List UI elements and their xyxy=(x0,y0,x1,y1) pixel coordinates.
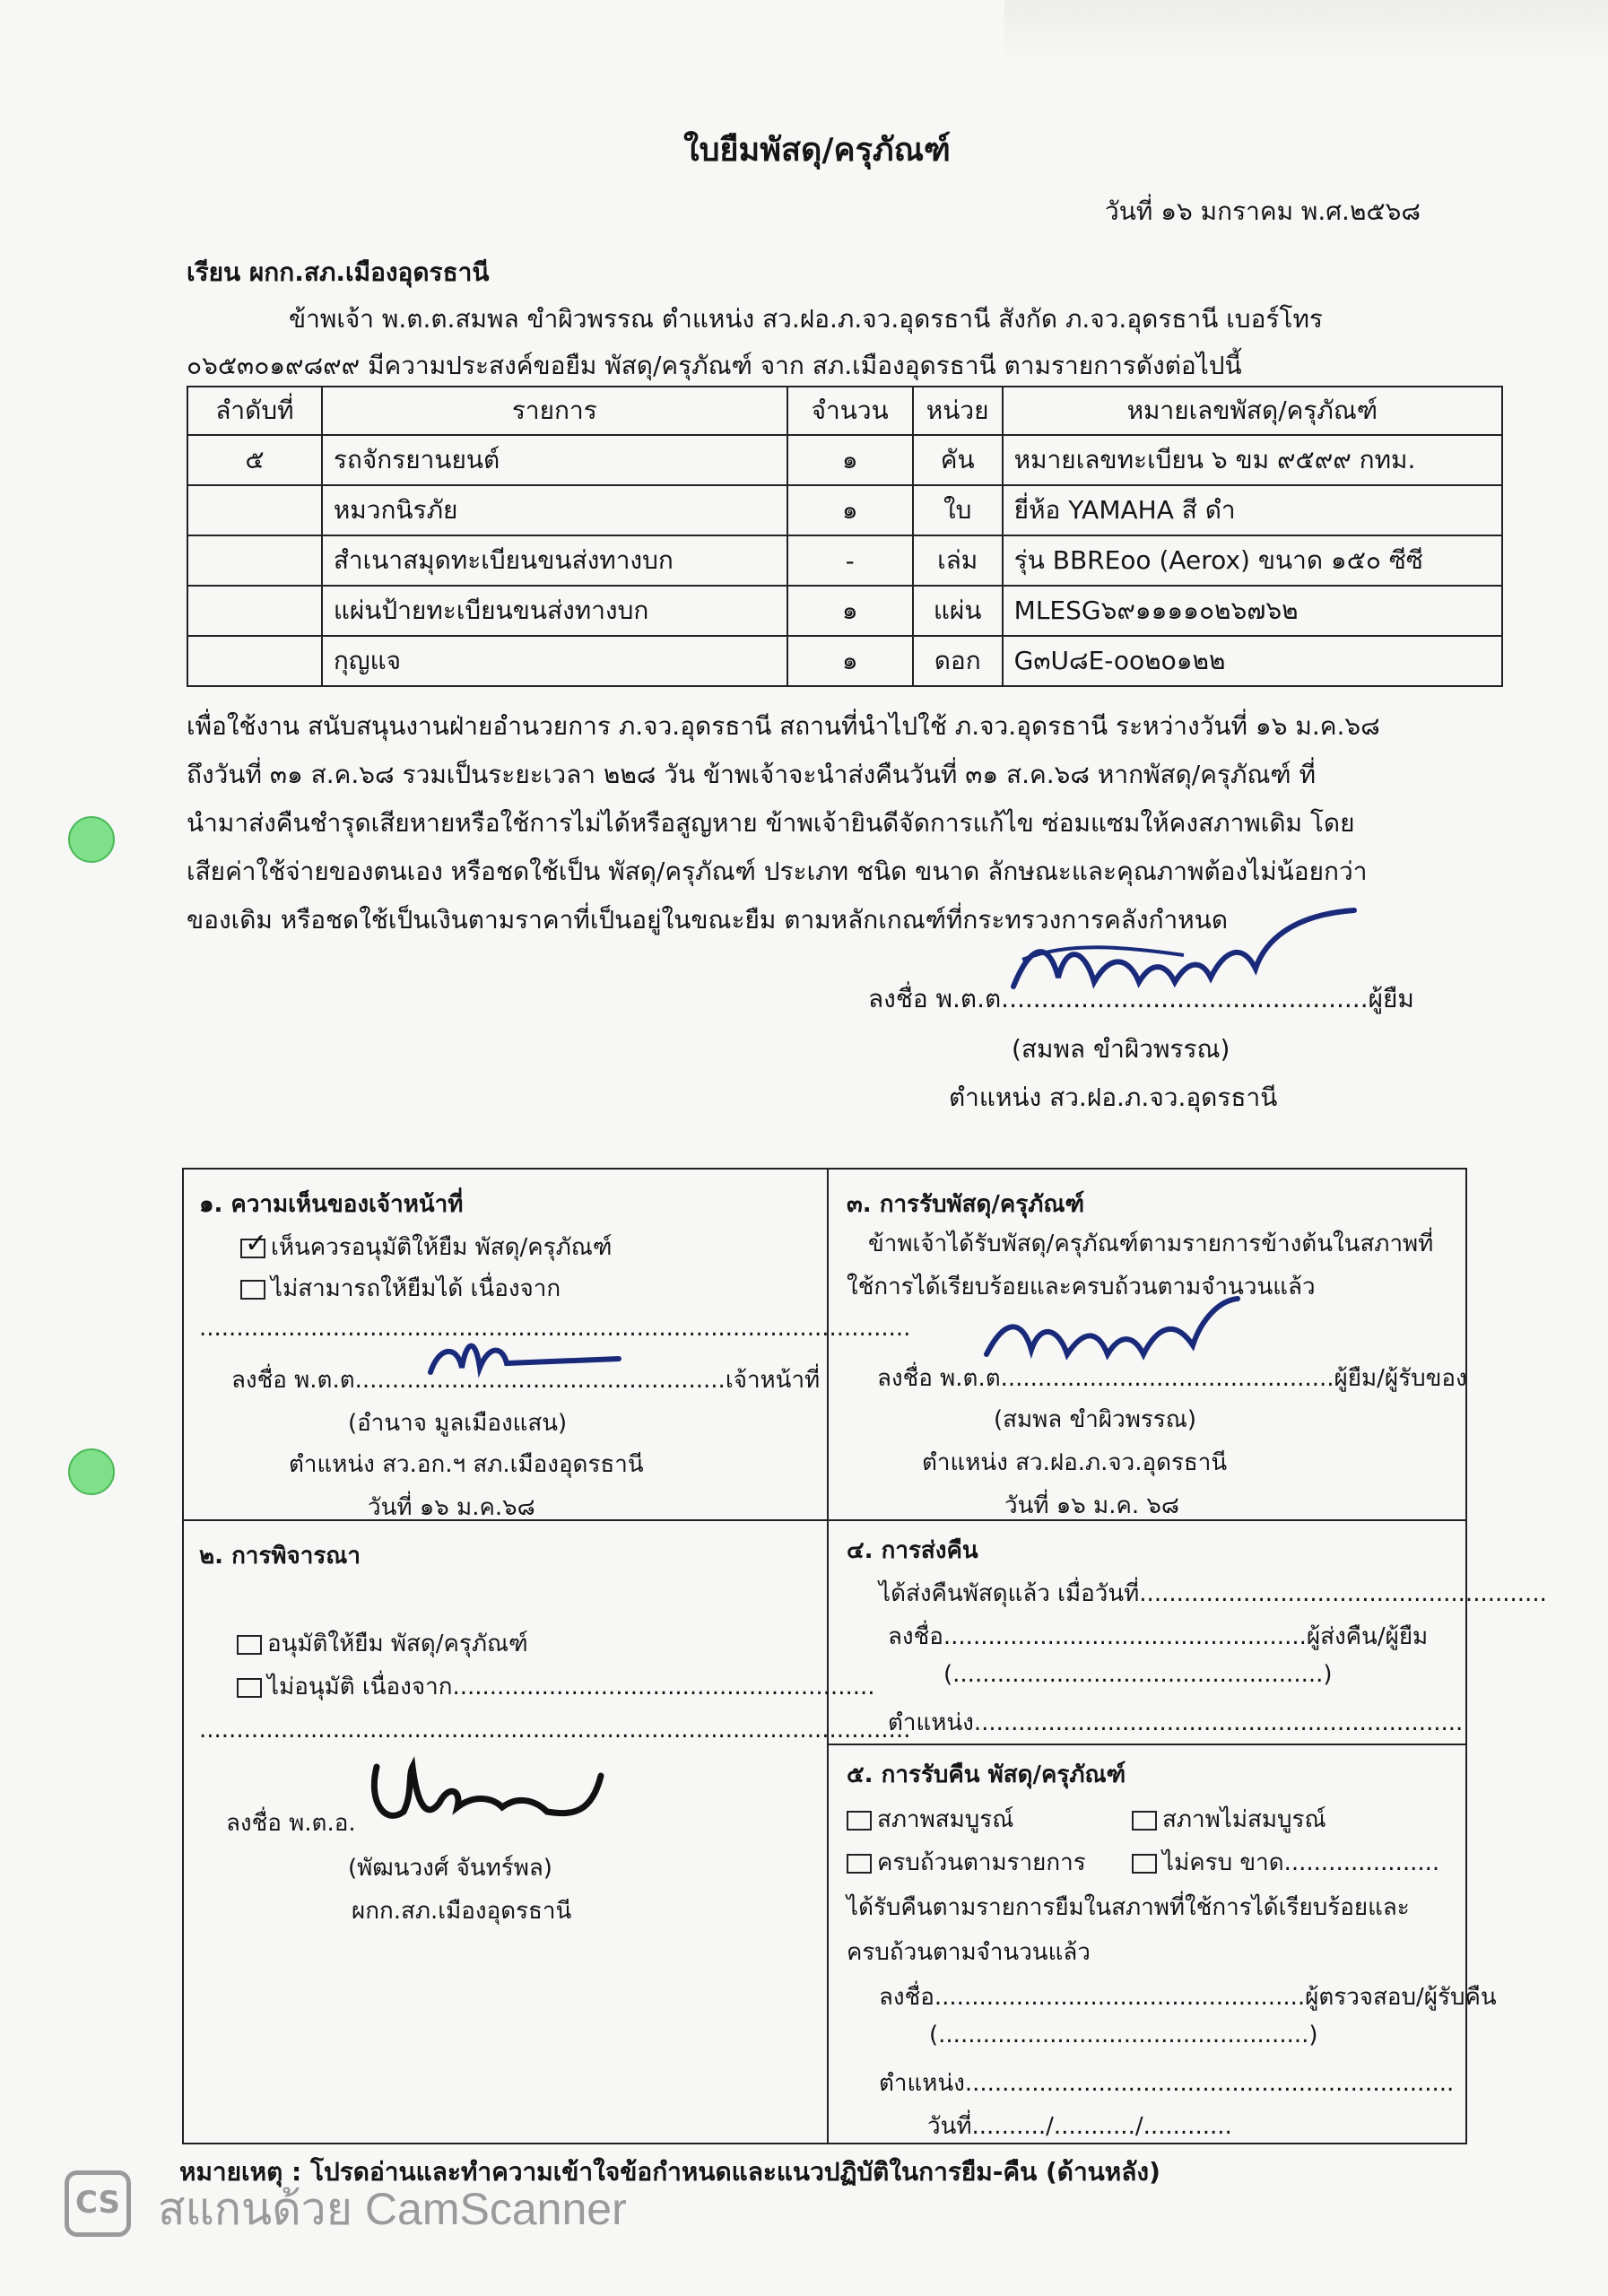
cell-serial: ยี่ห้อ YAMAHA สี ดำ xyxy=(1003,485,1502,535)
s1-position: ตำแหน่ง สว.อก.ฯ สภ.เมืองอุดรธานี xyxy=(289,1451,644,1478)
s5-option-full[interactable]: ครบถ้วนตามรายการ xyxy=(847,1844,1086,1881)
s5-checkbox-missing[interactable] xyxy=(1132,1854,1157,1874)
purpose-line-4: เสียค่าใช้จ่ายของตนเอง หรือชดใช้เป็น พัสดุ/ครุภัณฑ์ ประเภท ชนิด ขนาด ลักษณะและคุณภาพต้องไม่น้อยกว่า xyxy=(187,857,1368,886)
cell-qty: ๑ xyxy=(787,586,913,636)
s1-date: วันที่ ๑๖ ม.ค.๖๘ xyxy=(368,1494,535,1521)
s2-position: ผกก.สภ.เมืองอุดรธานี xyxy=(352,1898,572,1925)
table-header-row xyxy=(187,387,1502,435)
s1-heading: ๑. ความเห็นของเจ้าหน้าที่ xyxy=(199,1191,464,1218)
cell-unit: ดอก xyxy=(913,636,1003,686)
table-row xyxy=(187,636,1502,686)
s1-signature xyxy=(422,1327,628,1390)
cell-item: กุญแจ xyxy=(322,636,787,686)
s5-name-line[interactable]: (..................................................) xyxy=(929,2022,1318,2048)
s5-option-incomplete[interactable]: สภาพไม่สมบูรณ์ xyxy=(1132,1801,1326,1838)
cell-no: ๕ xyxy=(187,435,322,485)
punch-hole-top xyxy=(68,816,115,863)
col-header-qty: จำนวน xyxy=(787,387,913,435)
cell-no xyxy=(187,586,322,636)
purpose-line-2: ถึงวันที่ ๓๑ ส.ค.๖๘ รวมเป็นระยะเวลา ๒๒๘ วัน ข้าพเจ้าจะนำส่งคืนวันที่ ๓๑ ส.ค.๖๘ หากพัสดุ/ครุภัณฑ์ ที่ xyxy=(187,760,1317,789)
cell-item: หมวกนิรภัย xyxy=(322,485,787,535)
s3-name: (สมพล ขำผิวพรรณ) xyxy=(994,1406,1197,1433)
cell-no xyxy=(187,485,322,535)
s2-checkbox-approve[interactable] xyxy=(237,1635,262,1655)
s2-heading: ๒. การพิจารณา xyxy=(199,1543,361,1570)
cell-unit: ใบ xyxy=(913,485,1003,535)
cell-item: แผ่นป้ายทะเบียนขนส่งทางบก xyxy=(322,586,787,636)
addressee: เรียน ผกก.สภ.เมืองอุดรธานี xyxy=(187,257,490,287)
cell-no xyxy=(187,636,322,686)
cell-serial: หมายเลขทะเบียน ๖ ขม ๙๕๙๙ กทม. xyxy=(1003,435,1502,485)
s5-heading: ๕. การรับคืน พัสดุ/ครุภัณฑ์ xyxy=(847,1761,1126,1788)
s4-name-line[interactable]: (..................................................) xyxy=(943,1661,1333,1688)
s5-text-2: ครบถ้วนตามจำนวนแล้ว xyxy=(847,1939,1091,1966)
s3-heading: ๓. การรับพัสดุ/ครุภัณฑ์ xyxy=(847,1191,1085,1218)
s3-signature xyxy=(978,1292,1247,1381)
s1-checkbox-approve[interactable] xyxy=(240,1239,265,1258)
box-divider-right xyxy=(827,1744,1465,1745)
cell-item: สำเนาสมุดทะเบียนขนส่งทางบก xyxy=(322,535,787,586)
col-header-no: ลำดับที่ xyxy=(187,387,322,435)
cell-qty: ๑ xyxy=(787,435,913,485)
s5-sign-line[interactable]: ลงชื่อ..................................................ผู้ตรวจสอบ/ผู้รับคืน xyxy=(879,1984,1497,2011)
s4-return-date[interactable]: ได้ส่งคืนพัสดุแล้ว เมื่อวันที่....................................................... xyxy=(879,1580,1547,1607)
camscanner-watermark: สแกนด้วย CamScanner xyxy=(158,2184,627,2234)
borrower-position: ตำแหน่ง สว.ฝอ.ภ.จว.อุดรธานี xyxy=(949,1083,1278,1112)
s1-sign-line: ลงชื่อ พ.ต.ต..................................................เจ้าหน้าที่ xyxy=(231,1367,821,1394)
s3-position: ตำแหน่ง สว.ฝอ.ภ.จว.อุดรธานี xyxy=(922,1449,1228,1476)
cell-qty: - xyxy=(787,535,913,586)
col-header-serial: หมายเลขพัสดุ/ครุภัณฑ์ xyxy=(1003,387,1502,435)
borrower-sign-line: ลงชื่อ พ.ต.ต..............................................ผู้ยืม xyxy=(868,984,1414,1013)
s5-position-line[interactable]: ตำแหน่ง.................................................................. xyxy=(879,2070,1455,2097)
s3-text-2: ใช้การได้เรียบร้อยและครบถ้วนตามจำนวนแล้ว xyxy=(847,1274,1316,1300)
cell-unit: คัน xyxy=(913,435,1003,485)
cell-serial: รุ่น BBREoo (Aerox) ขนาด ๑๕๐ ซีซี xyxy=(1003,535,1502,586)
purpose-line-1: เพื่อใช้งาน สนับสนุนงานฝ่ายอำนวยการ ภ.จว.อุดรธานี สถานที่นำไปใช้ ภ.จว.อุดรธานี ระหว่างวันที่ ๑๖ ม.ค.๖๘ xyxy=(187,711,1380,741)
borrower-signature xyxy=(995,906,1372,1013)
table-row xyxy=(187,435,1502,485)
s1-reason-dots: ................................................................................................ xyxy=(199,1315,911,1342)
s5-date-line[interactable]: วันที่........../.........../............ xyxy=(927,2113,1232,2140)
s2-sign-line: ลงชื่อ พ.ต.อ. xyxy=(226,1810,356,1837)
document-date: วันที่ ๑๖ มกราคม พ.ศ.๒๕๖๘ xyxy=(1105,196,1421,226)
document-title: ใบยืมพัสดุ/ครุภัณฑ์ xyxy=(683,132,951,169)
cell-unit: เล่ม xyxy=(913,535,1003,586)
s4-heading: ๔. การส่งคืน xyxy=(847,1537,978,1564)
s5-checkbox-incomplete[interactable] xyxy=(1132,1811,1157,1831)
s3-sign-line: ลงชื่อ พ.ต.ต.............................................ผู้ยืม/ผู้รับของ xyxy=(877,1365,1467,1392)
s5-checkbox-complete[interactable] xyxy=(847,1811,872,1831)
s2-reason-dots: ................................................................................................ xyxy=(199,1717,911,1744)
s4-sign-line[interactable]: ลงชื่อ.................................................ผู้ส่งคืน/ผู้ยืม xyxy=(888,1623,1429,1650)
s5-checkbox-full[interactable] xyxy=(847,1854,872,1874)
col-header-unit: หน่วย xyxy=(913,387,1003,435)
footnote: หมายเหตุ : โปรดอ่านและทำความเข้าใจข้อกำหนดและแนวปฏิบัติในการยืม-คืน (ด้านหลัง) xyxy=(179,2157,1160,2187)
intro-line-1: ข้าพเจ้า พ.ต.ต.สมพล ขำผิวพรรณ ตำแหน่ง สว.ฝอ.ภ.จว.อุดรธานี สังกัด ภ.จว.อุดรธานี เบอร์โทร xyxy=(289,304,1323,334)
s1-name: (อำนาจ มูลเมืองแสน) xyxy=(348,1410,568,1437)
borrower-name: (สมพล ขำผิวพรรณ) xyxy=(1012,1034,1230,1064)
s2-option-approve[interactable]: อนุมัติให้ยืม พัสดุ/ครุภัณฑ์ xyxy=(237,1625,528,1662)
table-row xyxy=(187,586,1502,636)
s1-checkbox-reject[interactable] xyxy=(240,1280,265,1300)
s1-option-reject[interactable]: ไม่สามารถให้ยืมได้ เนื่องจาก xyxy=(240,1270,561,1307)
cell-serial: G๓U๘E-oo๒o๑๒๒ xyxy=(1003,636,1502,686)
col-header-item: รายการ xyxy=(322,387,787,435)
s2-option-reject[interactable]: ไม่อนุมัติ เนื่องจาก......................................................... xyxy=(237,1668,875,1705)
s3-date: วันที่ ๑๖ ม.ค. ๖๘ xyxy=(1004,1492,1179,1519)
purpose-line-5: ของเดิม หรือชดใช้เป็นเงินตามราคาที่เป็นอยู่ในขณะยืม ตามหลักเกณฑ์ที่กระทรวงการคลังกำหนด xyxy=(187,905,1229,935)
s4-position-line[interactable]: ตำแหน่ง.................................................................. xyxy=(888,1709,1464,1736)
scan-smudge xyxy=(1004,0,1608,63)
cell-no xyxy=(187,535,322,586)
table-row xyxy=(187,485,1502,535)
s5-option-missing[interactable]: ไม่ครบ ขาด..................... xyxy=(1132,1844,1439,1881)
s3-text-1: ข้าพเจ้าได้รับพัสดุ/ครุภัณฑ์ตามรายการข้างต้นในสภาพที่ xyxy=(868,1231,1434,1257)
cell-item: รถจักรยานยนต์ xyxy=(322,435,787,485)
cell-qty: ๑ xyxy=(787,485,913,535)
punch-hole-bottom xyxy=(68,1448,115,1495)
items-table xyxy=(187,386,1503,687)
s1-option-approve[interactable]: ✓เห็นควรอนุมัติให้ยืม พัสดุ/ครุภัณฑ์ xyxy=(240,1229,613,1265)
s2-checkbox-reject[interactable] xyxy=(237,1678,262,1698)
purpose-line-3: นำมาส่งคืนชำรุดเสียหายหรือใช้การไม่ได้หรือสูญหาย ข้าพเจ้ายินดีจัดการแก้ไข ซ่อมแซมให้คงสภาพเดิม โดย xyxy=(187,808,1355,838)
cell-qty: ๑ xyxy=(787,636,913,686)
s5-option-complete[interactable]: สภาพสมบูรณ์ xyxy=(847,1801,1013,1838)
cell-unit: แผ่น xyxy=(913,586,1003,636)
s2-signature xyxy=(359,1749,619,1839)
intro-line-2: ๐๖๕๓๐๑๙๘๙๙ มีความประสงค์ขอยืม พัสดุ/ครุภัณฑ์ จาก สภ.เมืองอุดรธานี ตามรายการดังต่อไปนี้ xyxy=(187,351,1242,380)
camscanner-logo: CS xyxy=(65,2170,131,2237)
s5-text-1: ได้รับคืนตามรายการยืมในสภาพที่ใช้การได้เรียบร้อยและ xyxy=(847,1894,1410,1921)
cell-serial: MLESG๖๙๑๑๑๑๐๒๖๗๖๒ xyxy=(1003,586,1502,636)
table-row xyxy=(187,535,1502,586)
s2-name: (พัฒนวงศ์ จันทร์พล) xyxy=(348,1855,552,1882)
